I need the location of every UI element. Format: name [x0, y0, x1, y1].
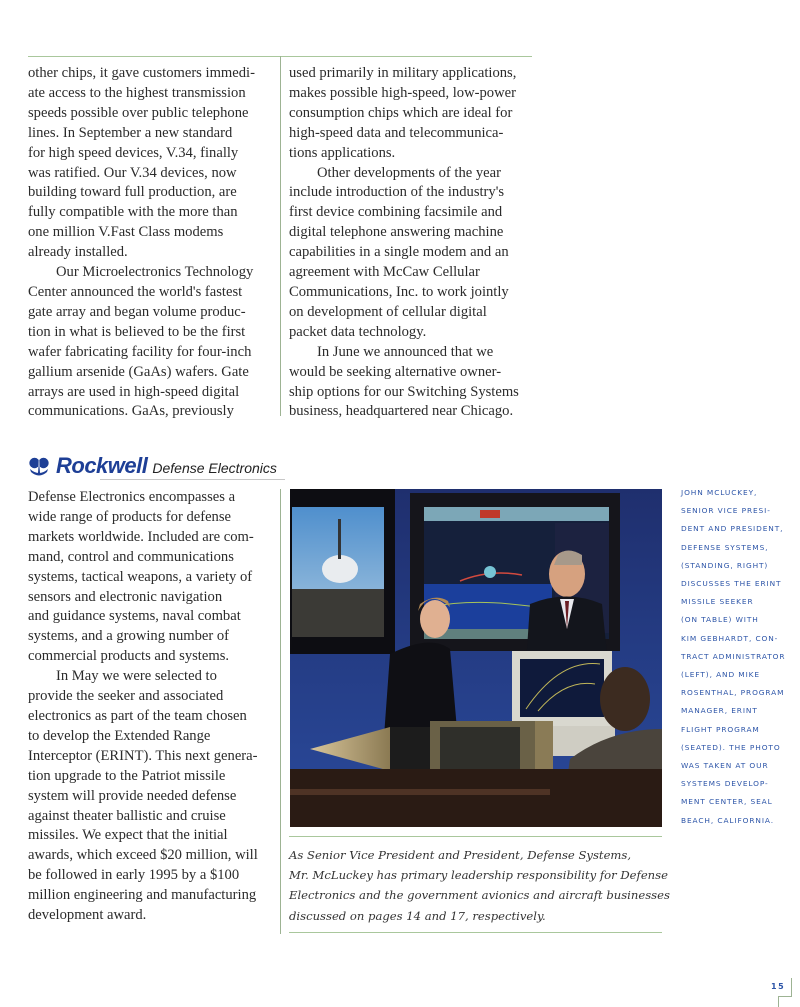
caption-bottom-rule	[289, 932, 662, 933]
text-line: mand, control and communications	[28, 548, 234, 565]
text-line: capabilities in a single modem and an	[289, 244, 509, 261]
rockwell-logo-icon	[28, 455, 50, 477]
page-number: 15	[771, 982, 786, 991]
text-line: one million V.Fast Class modems	[28, 224, 224, 241]
defense-column	[28, 488, 276, 926]
text-line: development award.	[28, 907, 147, 924]
text-line: tion in what is believed to be the first	[28, 323, 246, 340]
caption-line: MANAGER, ERINT	[681, 706, 758, 716]
caption-line: TRACT ADMINISTRATOR	[681, 651, 786, 661]
text-line: makes possible high-speed, low-power	[289, 84, 516, 101]
text-line: Communications, Inc. to work jointly	[289, 283, 509, 300]
caption-line: KIM GEBHARDT, CON-	[681, 633, 779, 643]
text-line: tions applications.	[289, 144, 396, 161]
caption-line: (LEFT), AND MIKE	[681, 670, 760, 680]
page-number-bracket-tail	[778, 996, 779, 1007]
text-line: systems, and a growing number of	[28, 628, 230, 645]
text-line: Other developments of the year	[317, 164, 501, 181]
caption-line: SYSTEMS DEVELOP-	[681, 779, 769, 789]
side-caption	[681, 484, 799, 830]
top-left-column	[28, 64, 273, 422]
text-line: wide range of products for defense	[28, 508, 232, 525]
text-line: already installed.	[28, 244, 128, 261]
text-line: fully compatible with the more than	[28, 204, 238, 221]
caption-line: ROSENTHAL, PROGRAM	[681, 688, 785, 698]
caption-line: DENT AND PRESIDENT,	[681, 524, 784, 534]
caption-line: Electronics and the government avionics and aircraft businesses	[289, 888, 670, 903]
text-line: gallium arsenide (GaAs) wafers. Gate	[28, 363, 249, 380]
caption-line: DISCUSSES THE ERINT	[681, 579, 782, 589]
text-line: digital telephone answering machine	[289, 224, 504, 241]
text-line: ate access to the highest transmission	[28, 84, 246, 101]
text-line: used primarily in military applications,	[289, 65, 517, 81]
text-line: Interceptor (ERINT). This next genera-	[28, 747, 258, 764]
text-line: arrays are used in high-speed digital	[28, 383, 240, 400]
page-number-bracket	[791, 978, 792, 996]
text-line: lines. In September a new standard	[28, 124, 233, 141]
text-line: consumption chips which are ideal for	[289, 104, 513, 121]
text-line: markets worldwide. Included are com-	[28, 528, 254, 545]
brand-name: Rockwell	[56, 453, 148, 478]
text-line: business, headquartered near Chicago.	[289, 403, 514, 420]
text-line: building toward full production, are	[28, 184, 237, 201]
section-header	[28, 451, 277, 477]
text-line: and guidance systems, naval combat	[28, 608, 241, 625]
photo-illustration	[290, 489, 662, 827]
text-line: million engineering and manufacturing	[28, 887, 257, 904]
text-line: Our Microelectronics Technology	[56, 264, 254, 281]
caption-line: (STANDING, RIGHT)	[681, 560, 769, 570]
caption-line: SENIOR VICE PRESI-	[681, 506, 771, 516]
caption-line: (SEATED). THE PHOTO	[681, 742, 781, 752]
text-line: high-speed data and telecommunica-	[289, 124, 504, 141]
text-line: packet data technology.	[289, 323, 427, 340]
text-line: In May we were selected to	[56, 668, 217, 685]
top-right-column	[289, 64, 534, 422]
caption-line: Mr. McLuckey has primary leadership responsibility for Defense	[289, 868, 668, 883]
division-name: Defense Electronics	[152, 460, 277, 476]
caption-line: MENT CENTER, SEAL	[681, 797, 773, 807]
caption-top-rule	[289, 836, 662, 837]
text-line: first device combining facsimile and	[289, 204, 503, 221]
text-line: commercial products and systems.	[28, 648, 230, 665]
caption-line: As Senior Vice President and President, Defense Systems,	[289, 848, 632, 862]
caption-line: MISSILE SEEKER	[681, 597, 754, 607]
text-line: for high speed devices, V.34, finally	[28, 144, 239, 161]
text-line: tion upgrade to the Patriot missile	[28, 767, 226, 784]
text-line: gate array and began volume produc-	[28, 303, 246, 320]
column-divider-top	[280, 56, 281, 416]
text-line: on development of cellular digital	[289, 303, 487, 320]
caption-line: FLIGHT PROGRAM	[681, 724, 760, 734]
text-line: other chips, it gave customers immedi-	[28, 65, 255, 81]
defense-photo	[290, 489, 662, 827]
text-line: electronics as part of the team chosen	[28, 707, 247, 724]
text-line: be followed in early 1995 by a $100	[28, 867, 240, 884]
text-line: would be seeking alternative owner-	[289, 363, 502, 380]
text-line: agreement with McCaw Cellular	[289, 264, 480, 281]
caption-line: discussed on pages 14 and 17, respectively.	[289, 908, 546, 923]
caption-line: (ON TABLE) WITH	[681, 615, 759, 625]
text-line: systems, tactical weapons, a variety of	[28, 568, 253, 585]
text-line: speeds possible over public telephone	[28, 104, 249, 121]
photo-caption	[289, 845, 669, 926]
text-line: provide the seeker and associated	[28, 688, 224, 705]
text-line: to develop the Extended Range	[28, 727, 211, 744]
text-line: missiles. We expect that the initial	[28, 827, 228, 844]
text-line: ship options for our Switching Systems	[289, 383, 519, 400]
header-underline	[100, 479, 285, 480]
text-line: include introduction of the industry's	[289, 184, 505, 201]
text-line: awards, which exceed $20 million, will	[28, 847, 258, 864]
text-line: In June we announced that we	[317, 343, 494, 360]
caption-line: BEACH, CALIFORNIA.	[681, 815, 774, 825]
caption-line: DEFENSE SYSTEMS,	[681, 542, 769, 552]
text-line: system will provide needed defense	[28, 787, 237, 804]
column-divider-bottom	[280, 489, 281, 934]
text-line: Center announced the world's fastest	[28, 283, 243, 300]
text-line: communications. GaAs, previously	[28, 403, 234, 420]
page-number-bracket-base	[778, 996, 792, 997]
caption-line: JOHN MCLUCKEY,	[681, 488, 758, 497]
caption-line: WAS TAKEN AT OUR	[681, 761, 769, 771]
text-line: was ratified. Our V.34 devices, now	[28, 164, 237, 181]
text-line: wafer fabricating facility for four-inch	[28, 343, 252, 360]
text-line: against theater ballistic and cruise	[28, 807, 226, 824]
text-line: Defense Electronics encompasses a	[28, 489, 236, 505]
text-line: sensors and electronic navigation	[28, 588, 223, 605]
